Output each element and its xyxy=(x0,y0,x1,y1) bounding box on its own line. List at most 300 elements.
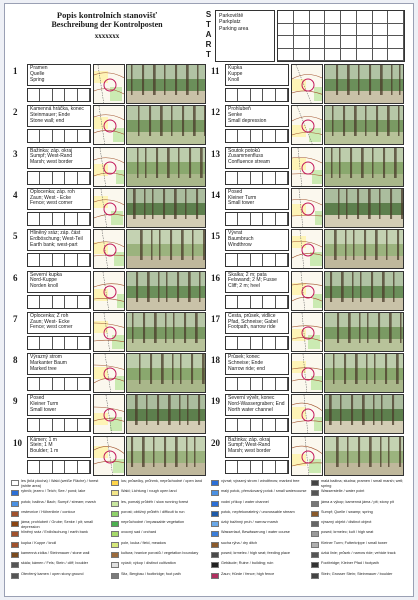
control-number: 15 xyxy=(211,231,220,242)
description-line: Posed xyxy=(228,188,243,195)
legend-swatch xyxy=(311,480,319,486)
description-line: Kleiner Turm xyxy=(228,194,257,201)
legend-text: Wald; Lichtung / rough open land xyxy=(121,489,177,494)
control-photo xyxy=(126,188,206,228)
legend-item xyxy=(311,500,409,510)
legend-item xyxy=(211,572,309,582)
control-photo xyxy=(324,105,404,145)
description-line: Small tower xyxy=(228,200,255,207)
map-fragment xyxy=(291,105,323,145)
punch-boxes xyxy=(225,295,289,309)
legend-swatch xyxy=(211,501,219,507)
legend-text: potok, nepřekonatelný / uncrossable stream xyxy=(221,509,295,514)
start-description xyxy=(215,10,275,62)
control-description xyxy=(27,271,91,293)
start-label xyxy=(204,10,213,62)
description-line: Průsek; konec xyxy=(228,354,260,361)
control-photo xyxy=(126,312,206,352)
legend-item xyxy=(11,551,109,561)
description-line: Felswand; 2 M; Fusse xyxy=(228,277,277,284)
punch-boxes xyxy=(225,460,289,474)
control-description xyxy=(225,394,289,416)
legend-text: Wasserlauf, Bewässerung / water course xyxy=(221,530,290,535)
description-line: Kleiner Turm xyxy=(30,401,59,408)
legend-item xyxy=(111,510,209,520)
start-letter: R xyxy=(205,40,212,49)
legend-text: Zaun; Hürde / fence; high fence xyxy=(221,571,275,576)
description-line: Boulder; 1 m xyxy=(30,448,59,455)
legend-text: jáma; prohlubeň / Grube; Senke / pit; small depression xyxy=(21,520,93,530)
map-fragment xyxy=(93,312,125,352)
map-fragment xyxy=(93,353,125,393)
legend-item xyxy=(311,479,409,489)
map-fragment xyxy=(291,312,323,352)
description-line: Nord-Kuppe xyxy=(30,277,57,284)
description-line: Nord-Wassergraben; End xyxy=(228,401,285,408)
description-line: Footpath, narrow ride xyxy=(228,324,276,331)
punch-boxes xyxy=(27,418,91,432)
title-german: Beschreibung der Kontrolposten xyxy=(51,20,163,29)
legend-swatch xyxy=(11,573,19,579)
legend-swatch xyxy=(11,480,19,486)
legend-swatch xyxy=(211,562,219,568)
legend-item xyxy=(211,500,309,510)
control-description xyxy=(225,64,289,86)
legend-item xyxy=(211,510,309,520)
legend-swatch xyxy=(111,573,119,579)
description-line: Severní vývěr, konec xyxy=(228,395,275,402)
description-line: Confluence stream xyxy=(228,159,270,166)
legend-item xyxy=(11,530,109,540)
description-line: Narrow ride; end xyxy=(228,365,265,372)
start-line: Parkplatz xyxy=(219,19,241,26)
legend-swatch xyxy=(311,562,319,568)
description-line: Bažinka; záp. okraj xyxy=(30,147,73,154)
control-row xyxy=(13,353,209,395)
control-description xyxy=(225,312,289,334)
control-number: 3 xyxy=(13,148,18,159)
legend-item xyxy=(111,520,209,530)
control-number: 13 xyxy=(211,148,220,159)
control-description-sheet xyxy=(4,3,414,597)
control-number: 7 xyxy=(13,313,18,324)
description-line: Stone wall; end xyxy=(30,117,65,124)
description-line: Skalka; 2 m; pata xyxy=(228,271,267,278)
legend-item xyxy=(111,489,209,499)
punch-boxes xyxy=(225,377,289,391)
control-photo xyxy=(324,188,404,228)
description-line: Zaun; West- Ecke xyxy=(30,318,70,325)
map-fragment xyxy=(291,188,323,228)
control-number: 18 xyxy=(211,355,220,366)
legend-swatch xyxy=(111,490,119,496)
sheet-header xyxy=(13,10,201,62)
description-line: Norden knoll xyxy=(30,283,59,290)
description-line: Cesta, průsek, vidlice xyxy=(228,312,276,319)
control-photo xyxy=(126,64,206,104)
legend-item xyxy=(11,561,109,571)
description-line: Zusammenfluss xyxy=(228,153,264,160)
control-photo xyxy=(324,147,404,187)
legend-item xyxy=(111,530,209,540)
control-number: 1 xyxy=(13,66,18,76)
control-row xyxy=(211,147,407,189)
description-line: Sumpf; West-Rand xyxy=(228,442,271,449)
legend-swatch xyxy=(111,562,119,568)
legend-item xyxy=(211,479,309,489)
map-fragment xyxy=(93,436,125,476)
legend-text: malý potok, přerušovaný potok / small watercourse xyxy=(221,489,307,494)
start-letter: T xyxy=(206,50,211,59)
map-fragment xyxy=(93,147,125,187)
description-line: Oplocenka; Z roh xyxy=(30,312,69,319)
control-number: 12 xyxy=(211,107,220,118)
legend-swatch xyxy=(211,480,219,486)
legend-text: rybník; jezero / Teich; See / pond; lake xyxy=(21,489,86,494)
control-photo xyxy=(324,312,404,352)
control-row xyxy=(13,271,209,313)
description-line: Knoll xyxy=(228,76,240,83)
description-line: Kamenná hráčka, konec xyxy=(30,106,84,113)
legend-text: kupka / Kuppe / knoll xyxy=(21,540,57,545)
legend-swatch xyxy=(111,480,119,486)
legend-item xyxy=(311,551,409,561)
description-line: Marsh; west border xyxy=(30,159,73,166)
map-fragment xyxy=(291,436,323,476)
legend-text: výrazný objekt / distinct object xyxy=(321,520,372,525)
legend-item xyxy=(211,520,309,530)
legend-text: ovocný sad / orchard xyxy=(121,530,157,535)
description-line: Earth bank; west-part xyxy=(30,241,78,248)
control-number: 17 xyxy=(211,313,220,324)
control-number: 19 xyxy=(211,396,220,407)
legend-item xyxy=(311,530,409,540)
start-punch-grid xyxy=(277,10,405,62)
legend-text: pole, louka / field, meadow xyxy=(121,540,166,545)
map-fragment xyxy=(291,271,323,311)
control-number: 14 xyxy=(211,189,220,200)
control-description xyxy=(225,271,289,293)
legend-text: posed; krmelec / high seat; feeding place xyxy=(221,551,291,556)
legend-column xyxy=(11,479,109,582)
control-row xyxy=(13,229,209,271)
control-description xyxy=(27,394,91,416)
control-row xyxy=(13,188,209,230)
punch-boxes xyxy=(27,212,91,226)
control-row xyxy=(13,105,209,147)
legend-swatch xyxy=(311,552,319,558)
control-row xyxy=(13,64,209,106)
map-fragment xyxy=(93,105,125,145)
legend-item xyxy=(211,489,309,499)
legend-swatch xyxy=(211,490,219,496)
control-row xyxy=(211,312,407,354)
control-number: 9 xyxy=(13,396,18,407)
legend-column xyxy=(311,479,409,582)
control-description xyxy=(225,353,289,375)
map-fragment xyxy=(93,394,125,434)
legend-item xyxy=(111,500,209,510)
control-row xyxy=(13,436,209,478)
start-line: Parkoviště xyxy=(219,13,244,19)
legend-text: Wasserstelle / water point xyxy=(321,489,365,494)
control-description xyxy=(27,436,91,458)
legend-item xyxy=(111,479,209,489)
control-photo xyxy=(126,147,206,187)
legend-text: potok; bažina / Bach; Sumpf / stream; marsh xyxy=(21,499,96,504)
legend-text: Kleiner Turm; Futterkrippe / small tower xyxy=(321,540,388,545)
legend-item xyxy=(11,489,109,499)
legend-swatch xyxy=(11,542,19,548)
legend-text: vodní příkop / water channel xyxy=(221,499,269,504)
legend-swatch xyxy=(311,521,319,527)
control-row xyxy=(13,394,209,436)
control-photo xyxy=(324,394,404,434)
legend-item xyxy=(11,572,109,582)
control-number: 4 xyxy=(13,189,18,200)
legend-column xyxy=(211,479,309,582)
description-line: Pfad, Schneise; Gabel xyxy=(228,318,278,325)
punch-boxes xyxy=(225,171,289,185)
legend-item xyxy=(11,541,109,551)
description-line: Marsh; west border xyxy=(228,448,271,455)
control-description xyxy=(27,147,91,169)
control-description xyxy=(225,188,289,210)
punch-boxes xyxy=(27,460,91,474)
legend-item xyxy=(311,489,409,499)
legend-text: jáma a výkop; kamenná jáma / pit; stony pit xyxy=(321,499,394,504)
legend-item xyxy=(311,541,409,551)
control-photo xyxy=(324,271,404,311)
control-row xyxy=(211,105,407,147)
map-legend xyxy=(11,479,409,597)
start-line: Parking area xyxy=(219,25,249,32)
control-photo xyxy=(126,353,206,393)
legend-swatch xyxy=(111,501,119,507)
legend-swatch xyxy=(11,562,19,568)
control-row xyxy=(211,436,407,478)
control-photo xyxy=(324,64,404,104)
description-line: Severní kupka xyxy=(30,271,62,278)
description-line: Sumpf; West-Rand xyxy=(30,153,73,160)
legend-swatch xyxy=(211,531,219,537)
description-line: Oplocenka; záp. roh xyxy=(30,188,75,195)
description-line: Senke xyxy=(228,112,243,119)
map-fragment xyxy=(93,229,125,269)
legend-text: Otevřený kamen / open stony ground xyxy=(21,571,84,576)
punch-boxes xyxy=(27,336,91,350)
legend-item xyxy=(211,551,309,561)
control-photo xyxy=(126,105,206,145)
legend-swatch xyxy=(211,511,219,517)
control-photo xyxy=(324,353,404,393)
punch-boxes xyxy=(225,418,289,432)
legend-text: los; průsečky, průhrnk, neprůchodné / open land xyxy=(121,479,202,483)
control-photo xyxy=(126,436,206,476)
legend-item xyxy=(211,530,309,540)
legend-text: vývrat; výrazný strom / windthrow; marked tree xyxy=(221,479,300,483)
legend-item xyxy=(11,520,109,530)
description-line: Small tower xyxy=(30,406,57,413)
legend-swatch xyxy=(11,490,19,496)
legend-swatch xyxy=(311,501,319,507)
legend-item xyxy=(11,479,109,489)
legend-item xyxy=(111,561,209,571)
control-number: 2 xyxy=(13,107,18,118)
description-line: Vývrat xyxy=(228,230,243,237)
description-line: Steinmauer; Ende xyxy=(30,112,71,119)
legend-swatch xyxy=(211,573,219,579)
legend-swatch xyxy=(311,511,319,517)
legend-swatch xyxy=(111,552,119,558)
map-fragment xyxy=(291,353,323,393)
legend-swatch xyxy=(211,521,219,527)
map-fragment xyxy=(93,188,125,228)
punch-boxes xyxy=(27,171,91,185)
control-row xyxy=(211,229,407,271)
description-line: Fence; west corner xyxy=(30,324,73,331)
description-line: Erdböschung; West-Teil xyxy=(30,235,83,242)
legend-text: kamenná zídka / Steinmauer / stone wall xyxy=(21,551,90,556)
legend-swatch xyxy=(11,552,19,558)
description-line: Výrazný strom xyxy=(30,354,62,361)
start-letter: A xyxy=(205,30,212,39)
map-fragment xyxy=(291,147,323,187)
description-line: Small depression xyxy=(228,117,267,124)
legend-item xyxy=(311,572,409,582)
control-description xyxy=(27,353,91,375)
control-number: 5 xyxy=(13,231,18,242)
legend-text: Footbridge; Kleiner Pfad / footpath xyxy=(321,561,379,566)
legend-swatch xyxy=(311,490,319,496)
map-fragment xyxy=(291,229,323,269)
legend-column xyxy=(111,479,209,582)
description-line: Windthrow xyxy=(228,241,252,248)
map-fragment xyxy=(291,394,323,434)
legend-swatch xyxy=(11,501,19,507)
legend-text: úzká linie; průsek / narrow ride; vehicle track xyxy=(321,551,396,556)
control-description xyxy=(225,436,289,458)
description-line: Soutok potoků xyxy=(228,147,260,154)
control-description xyxy=(27,188,91,210)
description-line: Zaun; West - Ecke xyxy=(30,194,72,201)
control-photo xyxy=(324,229,404,269)
punch-boxes xyxy=(225,88,289,102)
legend-swatch xyxy=(311,531,319,537)
control-number: 6 xyxy=(13,272,18,283)
legend-item xyxy=(111,551,209,561)
control-row xyxy=(211,188,407,230)
legend-item xyxy=(311,510,409,520)
legend-item xyxy=(211,561,309,571)
control-description xyxy=(225,147,289,169)
control-row xyxy=(211,394,407,436)
legend-text: malá bažina; studna; pramen / small marsh; well; spring xyxy=(321,479,404,489)
legend-swatch xyxy=(211,552,219,558)
control-description xyxy=(225,229,289,251)
control-row xyxy=(211,64,407,106)
legend-swatch xyxy=(211,542,219,548)
legend-swatch xyxy=(311,573,319,579)
control-photo xyxy=(126,394,206,434)
control-photo xyxy=(324,436,404,476)
legend-item xyxy=(111,572,209,582)
description-line: Baumbruch xyxy=(228,235,254,242)
control-number: 16 xyxy=(211,272,220,283)
start-letter: T xyxy=(206,20,211,29)
description-line: Kuppe xyxy=(228,70,243,77)
control-row xyxy=(211,271,407,313)
legend-swatch xyxy=(11,531,19,537)
legend-swatch xyxy=(311,542,319,548)
description-line: North water channel xyxy=(228,406,273,413)
description-line: Prohlubeň xyxy=(228,106,251,113)
legend-text: skála; kámen / Fels; Stein / cliff; boulder xyxy=(21,561,89,566)
punch-boxes xyxy=(27,129,91,143)
legend-text: sucha rýha / dry ditch xyxy=(221,540,258,545)
legend-swatch xyxy=(11,521,19,527)
legend-swatch xyxy=(111,542,119,548)
legend-text: Sumpf; Quelle / swamp; spring xyxy=(321,509,373,514)
punch-boxes xyxy=(225,129,289,143)
punch-boxes xyxy=(27,253,91,267)
legend-item xyxy=(211,541,309,551)
course-code: xxxxxxx xyxy=(94,32,120,40)
description-line: Quelle xyxy=(30,70,45,77)
control-description xyxy=(27,312,91,334)
legend-text: posed; krmelec; kult / high seat xyxy=(321,530,374,535)
description-line: Posed xyxy=(30,395,45,402)
control-row xyxy=(13,312,209,354)
control-description xyxy=(225,105,289,127)
description-line: Spring xyxy=(30,76,45,83)
control-number: 11 xyxy=(211,66,220,76)
description-line: Pramen xyxy=(30,65,48,71)
legend-text: Sitz, Bergbau / footbridge; foot path xyxy=(121,571,181,576)
punch-boxes xyxy=(27,295,91,309)
punch-boxes xyxy=(225,212,289,226)
legend-text: kultura; hranice porostů / vegetation boundary xyxy=(121,551,199,556)
legend-item xyxy=(11,510,109,520)
start-letter: S xyxy=(205,10,212,19)
map-fragment xyxy=(291,64,323,104)
legend-text: hliněný sráz / Erdböschung / earth bank xyxy=(21,530,88,535)
control-photo xyxy=(126,229,206,269)
map-fragment xyxy=(93,271,125,311)
legend-text: vrstevnice / Höhenlinie / contour xyxy=(21,509,76,514)
description-line: Marked tree xyxy=(30,365,57,372)
legend-text: Gebäude; Ruine / building; ruin xyxy=(221,561,274,566)
legend-text: vyústí; výkop / distinct cultivation xyxy=(121,561,176,566)
control-photo xyxy=(126,271,206,311)
legend-swatch xyxy=(11,511,19,517)
title-czech: Popis kontrolních stanovišť xyxy=(56,10,158,20)
legend-item xyxy=(311,561,409,571)
control-number: 20 xyxy=(211,437,220,448)
description-line: Schneise; Ende xyxy=(228,359,264,366)
legend-swatch xyxy=(111,511,119,517)
map-fragment xyxy=(93,64,125,104)
control-description xyxy=(27,105,91,127)
legend-text: Stein; Grosser Stein; Steinmauer / boulder xyxy=(321,571,393,576)
control-row xyxy=(13,147,209,189)
legend-item xyxy=(11,500,109,510)
description-line: Fence; west corner xyxy=(30,200,73,207)
legend-text: neprůchodné / impassable vegetation xyxy=(121,520,185,525)
legend-text: porost; obtížný průběh / difficult to run xyxy=(121,509,185,514)
punch-boxes xyxy=(225,253,289,267)
control-number: 10 xyxy=(13,437,22,448)
